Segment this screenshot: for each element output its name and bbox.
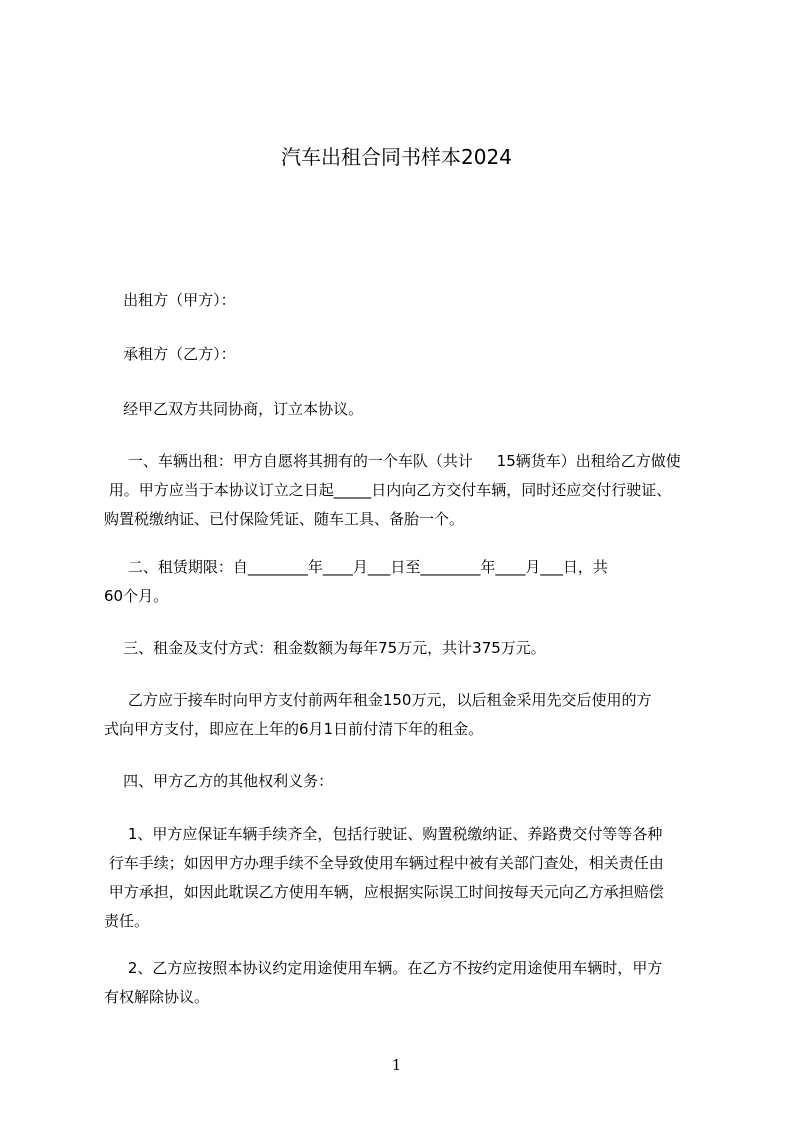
text-line: 式向甲方支付，即应在上年的6月1日前付清下年的租金。 — [104, 720, 484, 738]
lessor-paragraph — [104, 286, 696, 315]
text-line: 四、甲方乙方的其他权利义务： — [104, 772, 334, 790]
page-number: 1 — [391, 1056, 402, 1074]
text-line: 用。甲方应当于本协议订立之日起_____日内向乙方交付车辆，同时还应交付行驶证、 — [104, 481, 672, 499]
text-line: 经甲乙双方共同协商，订立本协议。 — [104, 400, 364, 418]
clause-4-rights-obligations — [104, 767, 696, 796]
clause-3-rent-payment — [104, 634, 696, 663]
obligation-2-paragraph — [104, 954, 696, 1012]
obligation-1-paragraph — [104, 820, 696, 936]
text-line: 二、租赁期限：自________年____月___日至________年____月___日，共 — [104, 558, 608, 576]
text-line: 2、乙方应按照本协议约定用途使用车辆。在乙方不按约定用途使用车辆时，甲方 — [104, 959, 663, 977]
text-line: 责任。 — [104, 912, 150, 930]
text-line: 有权解除协议。 — [104, 988, 210, 1006]
text-line: 出租方（甲方）： — [104, 291, 236, 309]
text-line: 行车手续；如因甲方办理手续不全导致使用车辆过程中被有关部门查处，相关责任由 — [104, 854, 664, 872]
clause-1-vehicle-rental — [104, 447, 696, 534]
rent-payment-detail — [104, 686, 696, 744]
text-line: 承租方（乙方）： — [104, 345, 236, 363]
text-line: 甲方承担，如因此耽误乙方使用车辆，应根据实际误工时间按每天元向乙方承担赔偿 — [104, 883, 664, 901]
text-line: 购置税缴纳证、已付保险凭证、随车工具、备胎一个。 — [104, 510, 465, 528]
text-line: 一、车辆出租：甲方自愿将其拥有的一个车队（共计 15辆货车）出租给乙方做使 — [104, 452, 681, 470]
clause-2-lease-term — [104, 553, 696, 611]
text-line: 60个月。 — [104, 587, 169, 605]
text-line: 1、甲方应保证车辆手续齐全，包括行驶证、购置税缴纳证、养路费交付等等各种 — [104, 825, 663, 843]
text-line: 乙方应于接车时向甲方支付前两年租金150万元，以后租金采用先交后使用的方 — [104, 691, 652, 709]
text-line: 三、租金及支付方式：租金数额为每年75万元，共计375万元。 — [104, 639, 546, 657]
lessee-paragraph — [104, 340, 696, 369]
agreement-intro-paragraph — [104, 395, 696, 424]
document-title: 汽车出租合同书样本2024 — [281, 145, 512, 169]
